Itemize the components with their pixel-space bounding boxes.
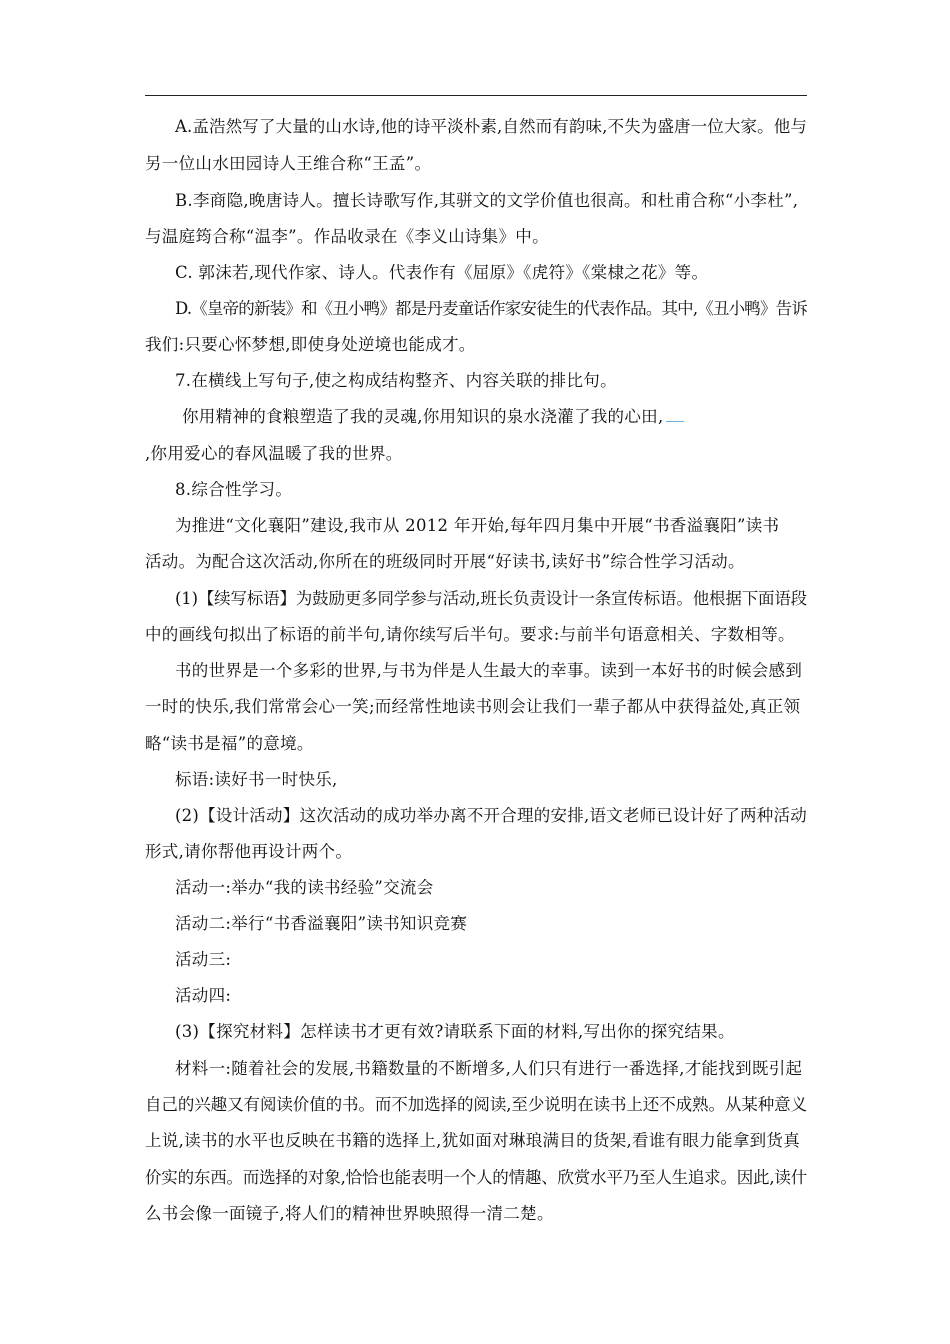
- material-one-line-4: 价实的东西。而选择的对象,恰恰也能表明一个人的情趣、欣赏水平乃至人生追求。因此,读什: [145, 1168, 807, 1187]
- activity-two: 活动二:举行“书香溢襄阳”读书知识竞赛: [175, 914, 468, 933]
- question-8-title: 8.综合性学习。: [175, 480, 293, 499]
- material-one-line-1: 材料一:随着社会的发展,书籍数量的不断增多,人们只有进行一番选择,才能找到既引起: [175, 1059, 803, 1078]
- question-7-sentence-line: [182, 406, 684, 428]
- question-7-prompt: 7.在横线上写句子,使之构成结构整齐、内容关联的排比句。: [175, 371, 617, 390]
- passage-line-3: 略“读书是福”的意境。: [145, 734, 314, 753]
- subquestion-1-line-1: (1)【续写标语】为鼓励更多同学参与活动,班长负责设计一条宣传标语。他根据下面语段: [175, 589, 807, 608]
- question-7-sentence-end: ,你用爱心的春风温暖了我的世界。: [145, 444, 403, 463]
- material-one-line-3: 上说,读书的水平也反映在书籍的选择上,犹如面对琳琅满目的货架,看谁有眼力能拿到货真: [145, 1131, 801, 1150]
- subquestion-2-line-2: 形式,请你帮他再设计两个。: [145, 842, 353, 861]
- answer-blank[interactable]: [666, 407, 684, 422]
- option-c-line: C. 郭沫若,现代作家、诗人。代表作有《屈原》《虎符》《棠棣之花》等。: [175, 263, 709, 282]
- slogan-line: 标语:读好书一时快乐,: [175, 770, 338, 789]
- option-b-line-2: 与温庭筠合称“温李”。作品收录在《李义山诗集》中。: [145, 227, 549, 246]
- material-one-line-5: 么书会像一面镜子,将人们的精神世界映照得一清二楚。: [145, 1204, 554, 1223]
- subquestion-1-line-2: 中的画线句拟出了标语的前半句,请你续写后半句。要求:与前半句语意相关、字数相等。: [145, 625, 795, 644]
- option-d-line-2: 我们:只要心怀梦想,即使身处逆境也能成才。: [145, 335, 476, 354]
- activity-four: 活动四:: [175, 986, 232, 1005]
- subquestion-3-prompt: (3)【探究材料】怎样读书才更有效?请联系下面的材料,写出你的探究结果。: [175, 1022, 735, 1041]
- option-a-line-1: A.孟浩然写了大量的山水诗,他的诗平淡朴素,自然而有韵味,不失为盛唐一位大家。他与: [175, 117, 807, 136]
- activity-three: 活动三:: [175, 950, 232, 969]
- passage-line-1: 书的世界是一个多彩的世界,与书为伴是人生最大的幸事。读到一本好书的时候会感到: [175, 661, 803, 680]
- option-b-line-1: B.李商隐,晚唐诗人。擅长诗歌写作,其骈文的文学价值也很高。和杜甫合称“小李杜”,: [175, 191, 799, 210]
- header-rule: [145, 95, 807, 96]
- option-a-line-2: 另一位山水田园诗人王维合称“王孟”。: [145, 154, 432, 173]
- material-one-line-2: 自己的兴趣又有阅读价值的书。而不加选择的阅读,至少说明在读书上还不成熟。从某种意义: [145, 1095, 807, 1114]
- question-7-sentence-text: 你用精神的食粮塑造了我的灵魂,你用知识的泉水浇灌了我的心田,: [182, 407, 664, 426]
- activity-one: 活动一:举办“我的读书经验”交流会: [175, 878, 434, 897]
- subquestion-2-line-1: (2)【设计活动】这次活动的成功举办离不开合理的安排,语文老师已设计好了两种活动: [175, 806, 807, 825]
- question-8-intro-line-1: 为推进“文化襄阳”建设,我市从 2012 年开始,每年四月集中开展“书香溢襄阳”读书: [175, 516, 780, 535]
- option-d-line-1: D.《皇帝的新装》和《丑小鸭》都是丹麦童话作家安徒生的代表作品。其中,《丑小鸭》告诉: [175, 299, 807, 318]
- passage-line-2: 一时的快乐,我们常常会心一笑;而经常性地读书则会让我们一辈子都从中获得益处,真正领: [145, 697, 801, 716]
- question-8-intro-line-2: 活动。为配合这次活动,你所在的班级同时开展“好读书,读好书”综合性学习活动。: [145, 552, 745, 571]
